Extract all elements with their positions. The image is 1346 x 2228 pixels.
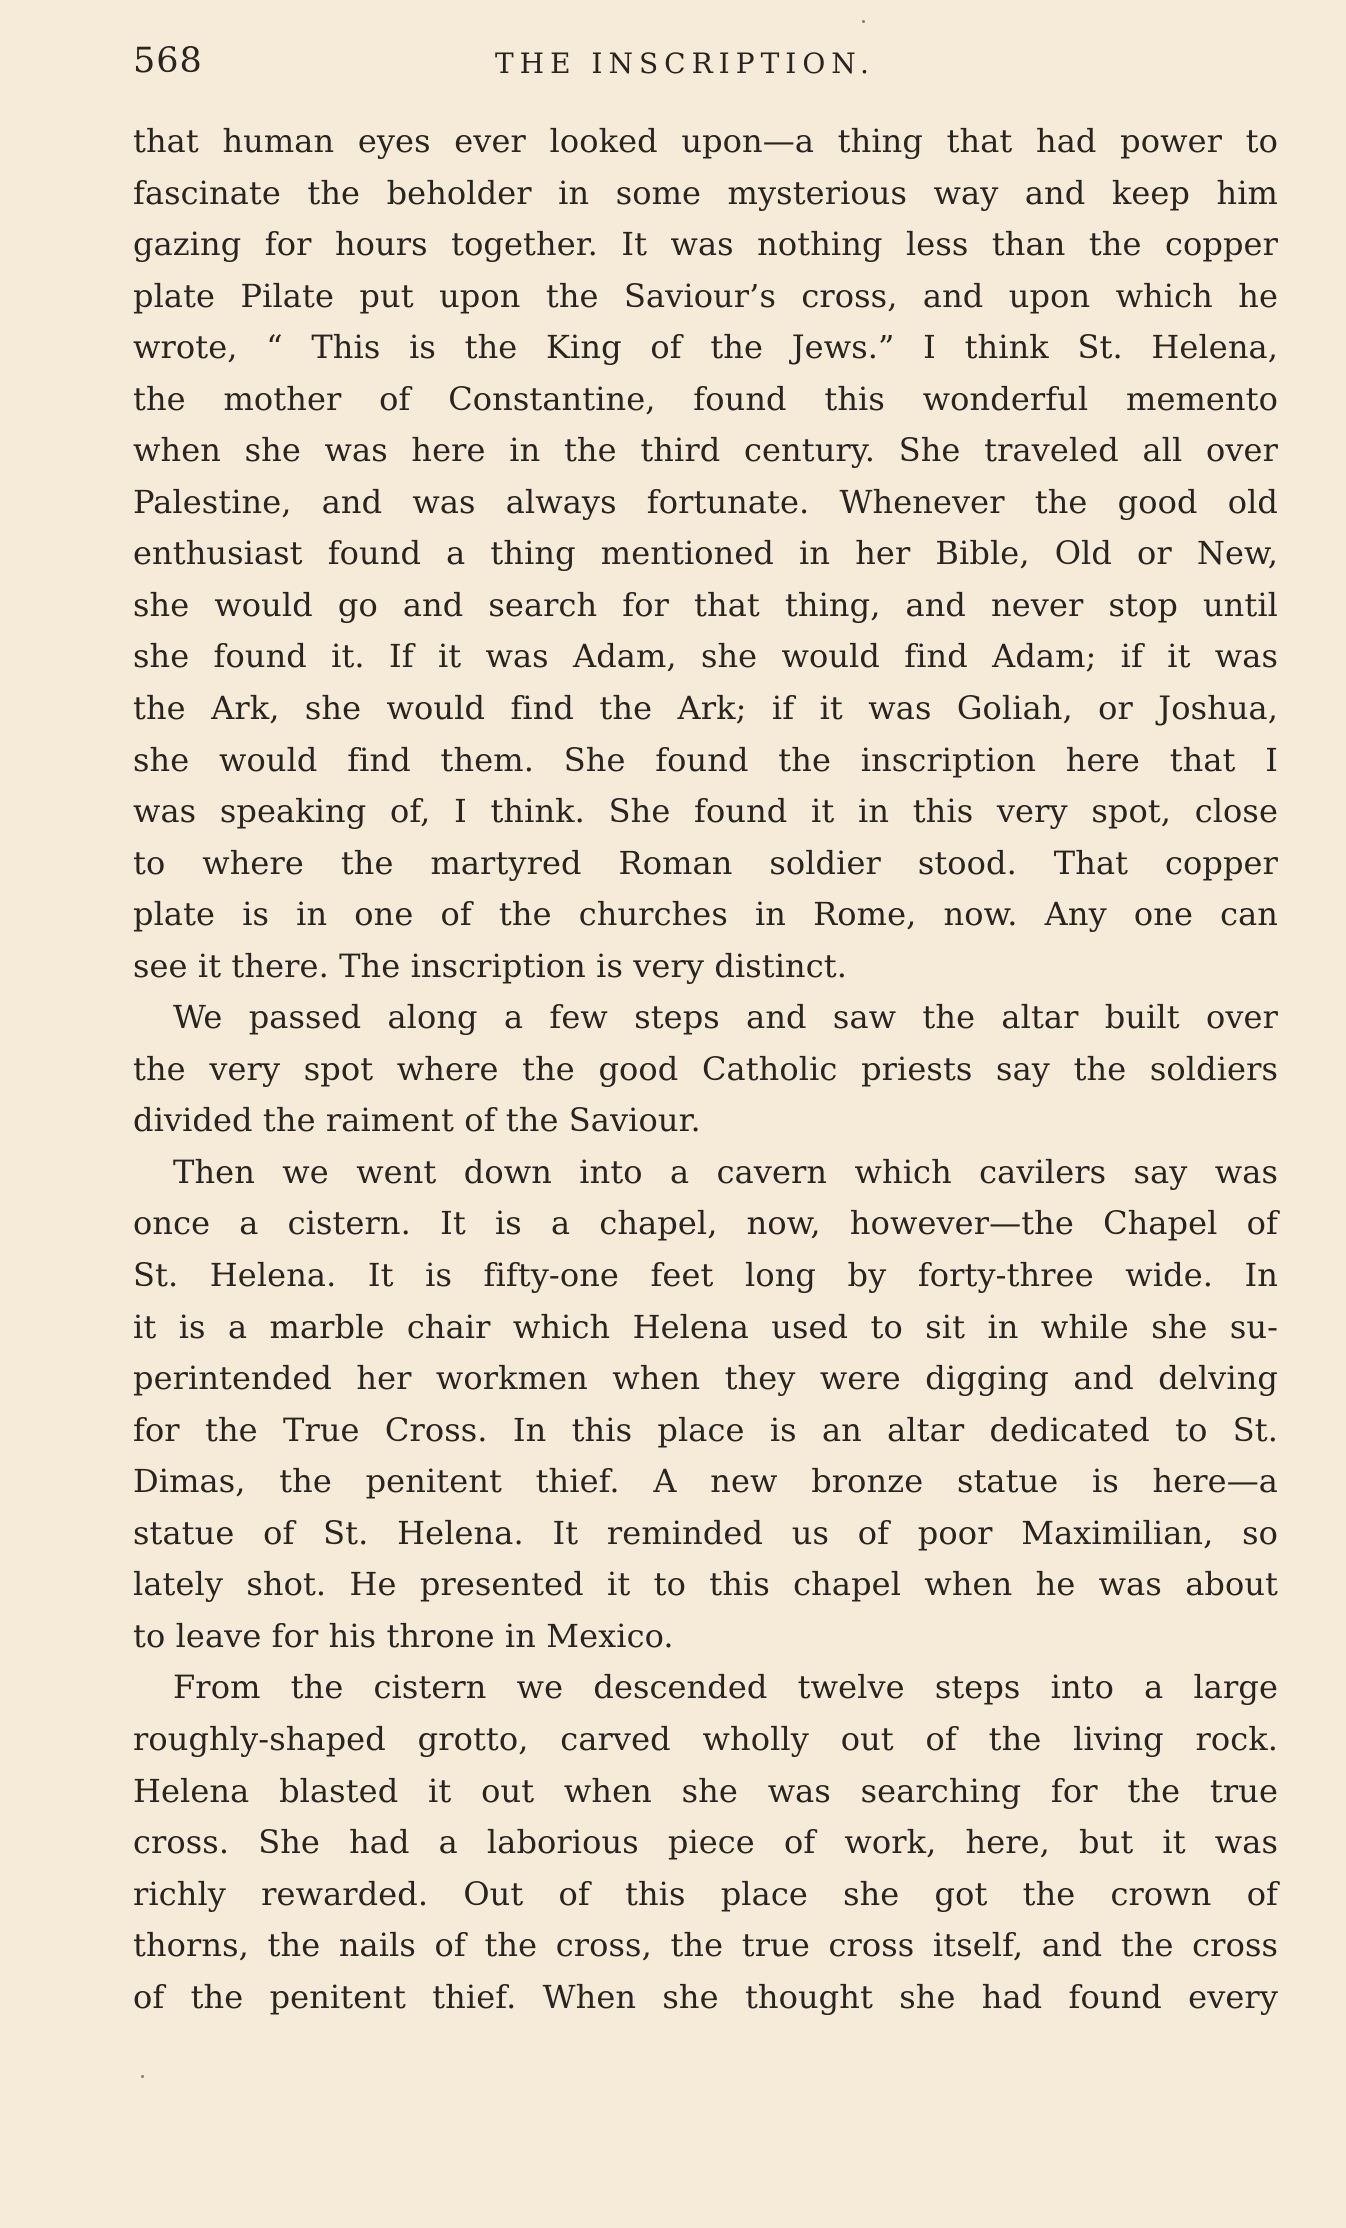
text-line: that human eyes ever looked upon—a thing that had power to <box>133 122 1278 160</box>
paragraph-first-line: We passed along a few steps and saw the altar built over <box>173 998 1278 1037</box>
text-line: gazing for hours together. It was nothing less than the copper <box>133 225 1278 264</box>
text-line: fascinate the beholder in some mysterious way and keep him <box>133 173 1278 212</box>
page-number: 568 <box>133 41 203 81</box>
paragraph-end-line: see it there. The inscription is very distinct. <box>133 946 848 985</box>
text-line: roughly-shaped grotto, carved wholly out of the living rock. <box>133 1719 1278 1758</box>
text-line: to where the martyred Roman soldier stood. That copper <box>133 843 1278 882</box>
running-title: THE INSCRIPTION. <box>495 47 875 80</box>
body-text <box>133 116 1278 2023</box>
paragraph-end-line: to leave for his throne in Mexico. <box>133 1616 674 1655</box>
paragraph-first-line: Then we went down into a cavern which cavilers say was <box>173 1152 1278 1191</box>
text-line: perintended her workmen when they were digging and delving <box>133 1359 1278 1398</box>
text-line: once a cistern. It is a chapel, now, however—the Chapel of <box>133 1204 1278 1243</box>
paper-speck <box>862 20 865 23</box>
running-header <box>133 36 1278 86</box>
text-line: Helena blasted it out when she was searching for the true <box>133 1771 1278 1810</box>
text-line: enthusiast found a thing mentioned in her Bible, Old or New, <box>133 534 1278 573</box>
text-line: Dimas, the penitent thief. A new bronze statue is here—a <box>133 1462 1278 1501</box>
text-line: for the True Cross. In this place is an altar dedicated to St. <box>133 1410 1278 1449</box>
text-line: the Ark, she would find the Ark; if it was Goliah, or Joshua, <box>133 689 1278 728</box>
text-line: when she was here in the third century. She traveled all over <box>133 431 1278 470</box>
paragraph-first-line: From the cistern we descended twelve steps into a large <box>173 1668 1278 1707</box>
text-line: plate is in one of the churches in Rome, now. Any one can <box>133 895 1278 934</box>
text-line: cross. She had a laborious piece of work, here, but it was <box>133 1823 1278 1862</box>
text-line: Palestine, and was always fortunate. Whenever the good old <box>133 482 1278 521</box>
text-line: richly rewarded. Out of this place she got the crown of <box>133 1874 1278 1913</box>
text-line: statue of St. Helena. It reminded us of poor Maximilian, so <box>133 1513 1278 1552</box>
text-line: plate Pilate put upon the Saviour’s cross, and upon which he <box>133 276 1278 315</box>
text-line: it is a marble chair which Helena used to sit in while she su- <box>133 1307 1278 1346</box>
text-line: thorns, the nails of the cross, the true cross itself, and the cross <box>133 1926 1278 1965</box>
text-line: lately shot. He presented it to this chapel when he was about <box>133 1565 1278 1604</box>
paper-speck <box>141 2075 144 2078</box>
text-line: of the penitent thief. When she thought she had found every <box>133 1977 1278 2016</box>
paragraph-end-line: divided the raiment of the Saviour. <box>133 1101 701 1140</box>
text-line: she would find them. She found the inscription here that I <box>133 740 1278 779</box>
text-line: she found it. If it was Adam, she would find Adam; if it was <box>133 637 1278 676</box>
text-line: the very spot where the good Catholic priests say the soldiers <box>133 1049 1278 1088</box>
text-line: was speaking of, I think. She found it in this very spot, close <box>133 792 1278 831</box>
text-line: the mother of Constantine, found this wonderful memento <box>133 379 1278 418</box>
text-line: she would go and search for that thing, and never stop until <box>133 585 1278 624</box>
text-line: St. Helena. It is fifty-one feet long by forty-three wide. In <box>133 1256 1278 1295</box>
text-line: wrote, “ This is the King of the Jews.” I think St. Helena, <box>133 328 1278 367</box>
